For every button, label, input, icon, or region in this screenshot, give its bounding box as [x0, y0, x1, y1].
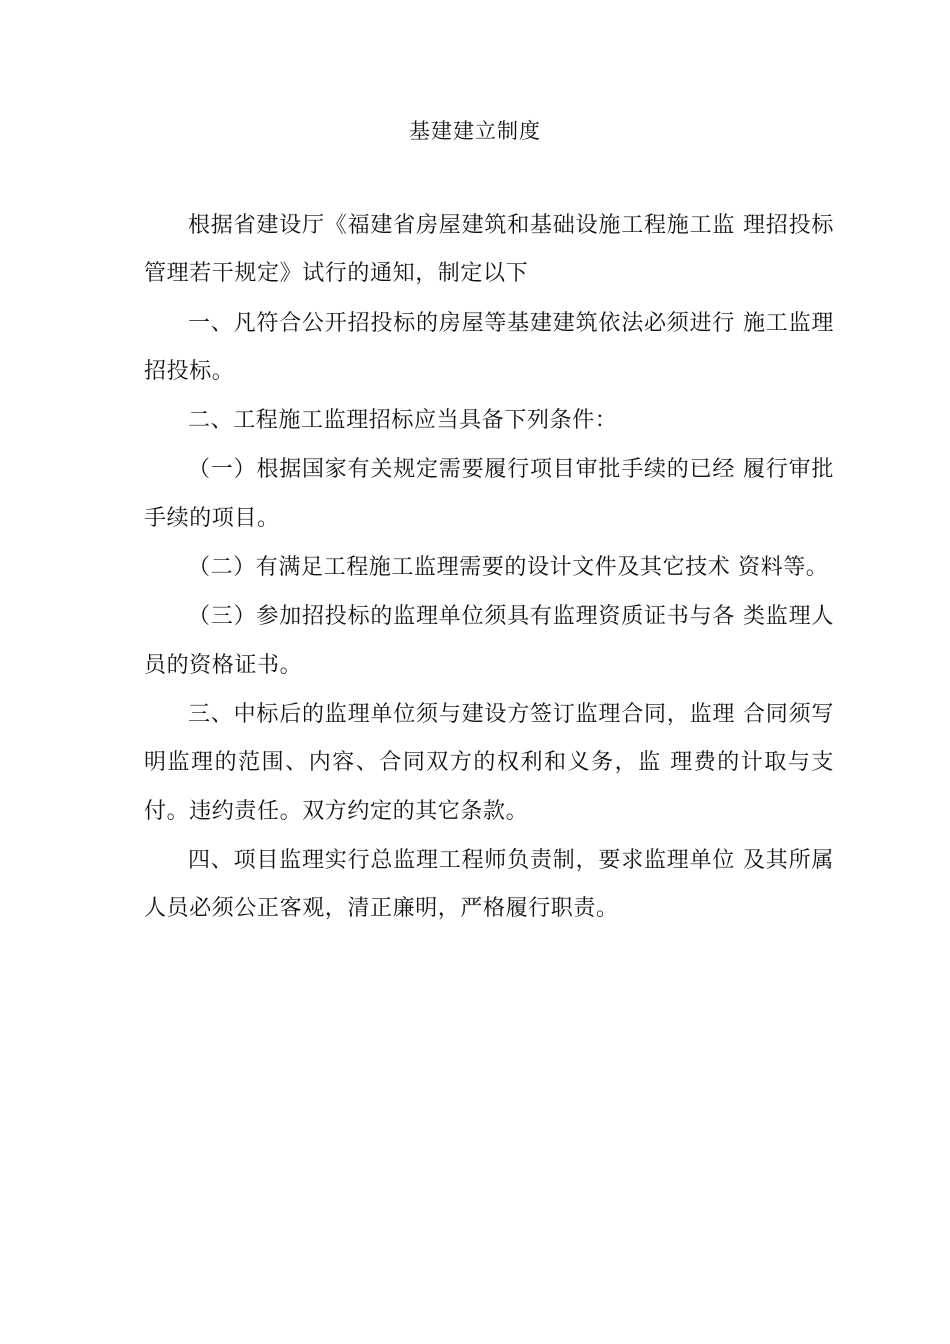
- paragraph-condition-3: （三）参加招投标的监理单位须具有监理资质证书与各 类监理人员的资格证书。: [144, 604, 834, 678]
- paragraph-condition-2: （二）有满足工程施工监理需要的设计文件及其它技术 资料等。: [188, 555, 829, 581]
- paragraph-item-1: 一、凡符合公开招投标的房屋等基建建筑依法必须进行 施工监理招投标。: [144, 310, 834, 384]
- paragraph-intro: 根据省建设厅《福建省房屋建筑和基础设施工程施工监 理招投标管理若干规定》试行的通知，制定以下: [144, 213, 834, 287]
- document-body: [144, 202, 834, 934]
- document-title: 基建建立制度: [409, 119, 541, 143]
- paragraph-item-2: 二、工程施工监理招标应当具备下列条件：: [188, 408, 618, 434]
- paragraph-item-4: 四、项目监理实行总监理工程师负责制，要求监理单位 及其所属人员必须公正客观，清正廉明，严格履行职责。: [144, 847, 834, 922]
- paragraph-item-3: 三、中标后的监理单位须与建设方签订监理合同，监理 合同须写明监理的范围、内容、合同双方的权利和义务，监 理费的计取与支付。违约责任。双方约定的其它条款。: [144, 701, 834, 824]
- paragraph-condition-1: （一）根据国家有关规定需要履行项目审批手续的已经 履行审批手续的项目。: [144, 457, 834, 531]
